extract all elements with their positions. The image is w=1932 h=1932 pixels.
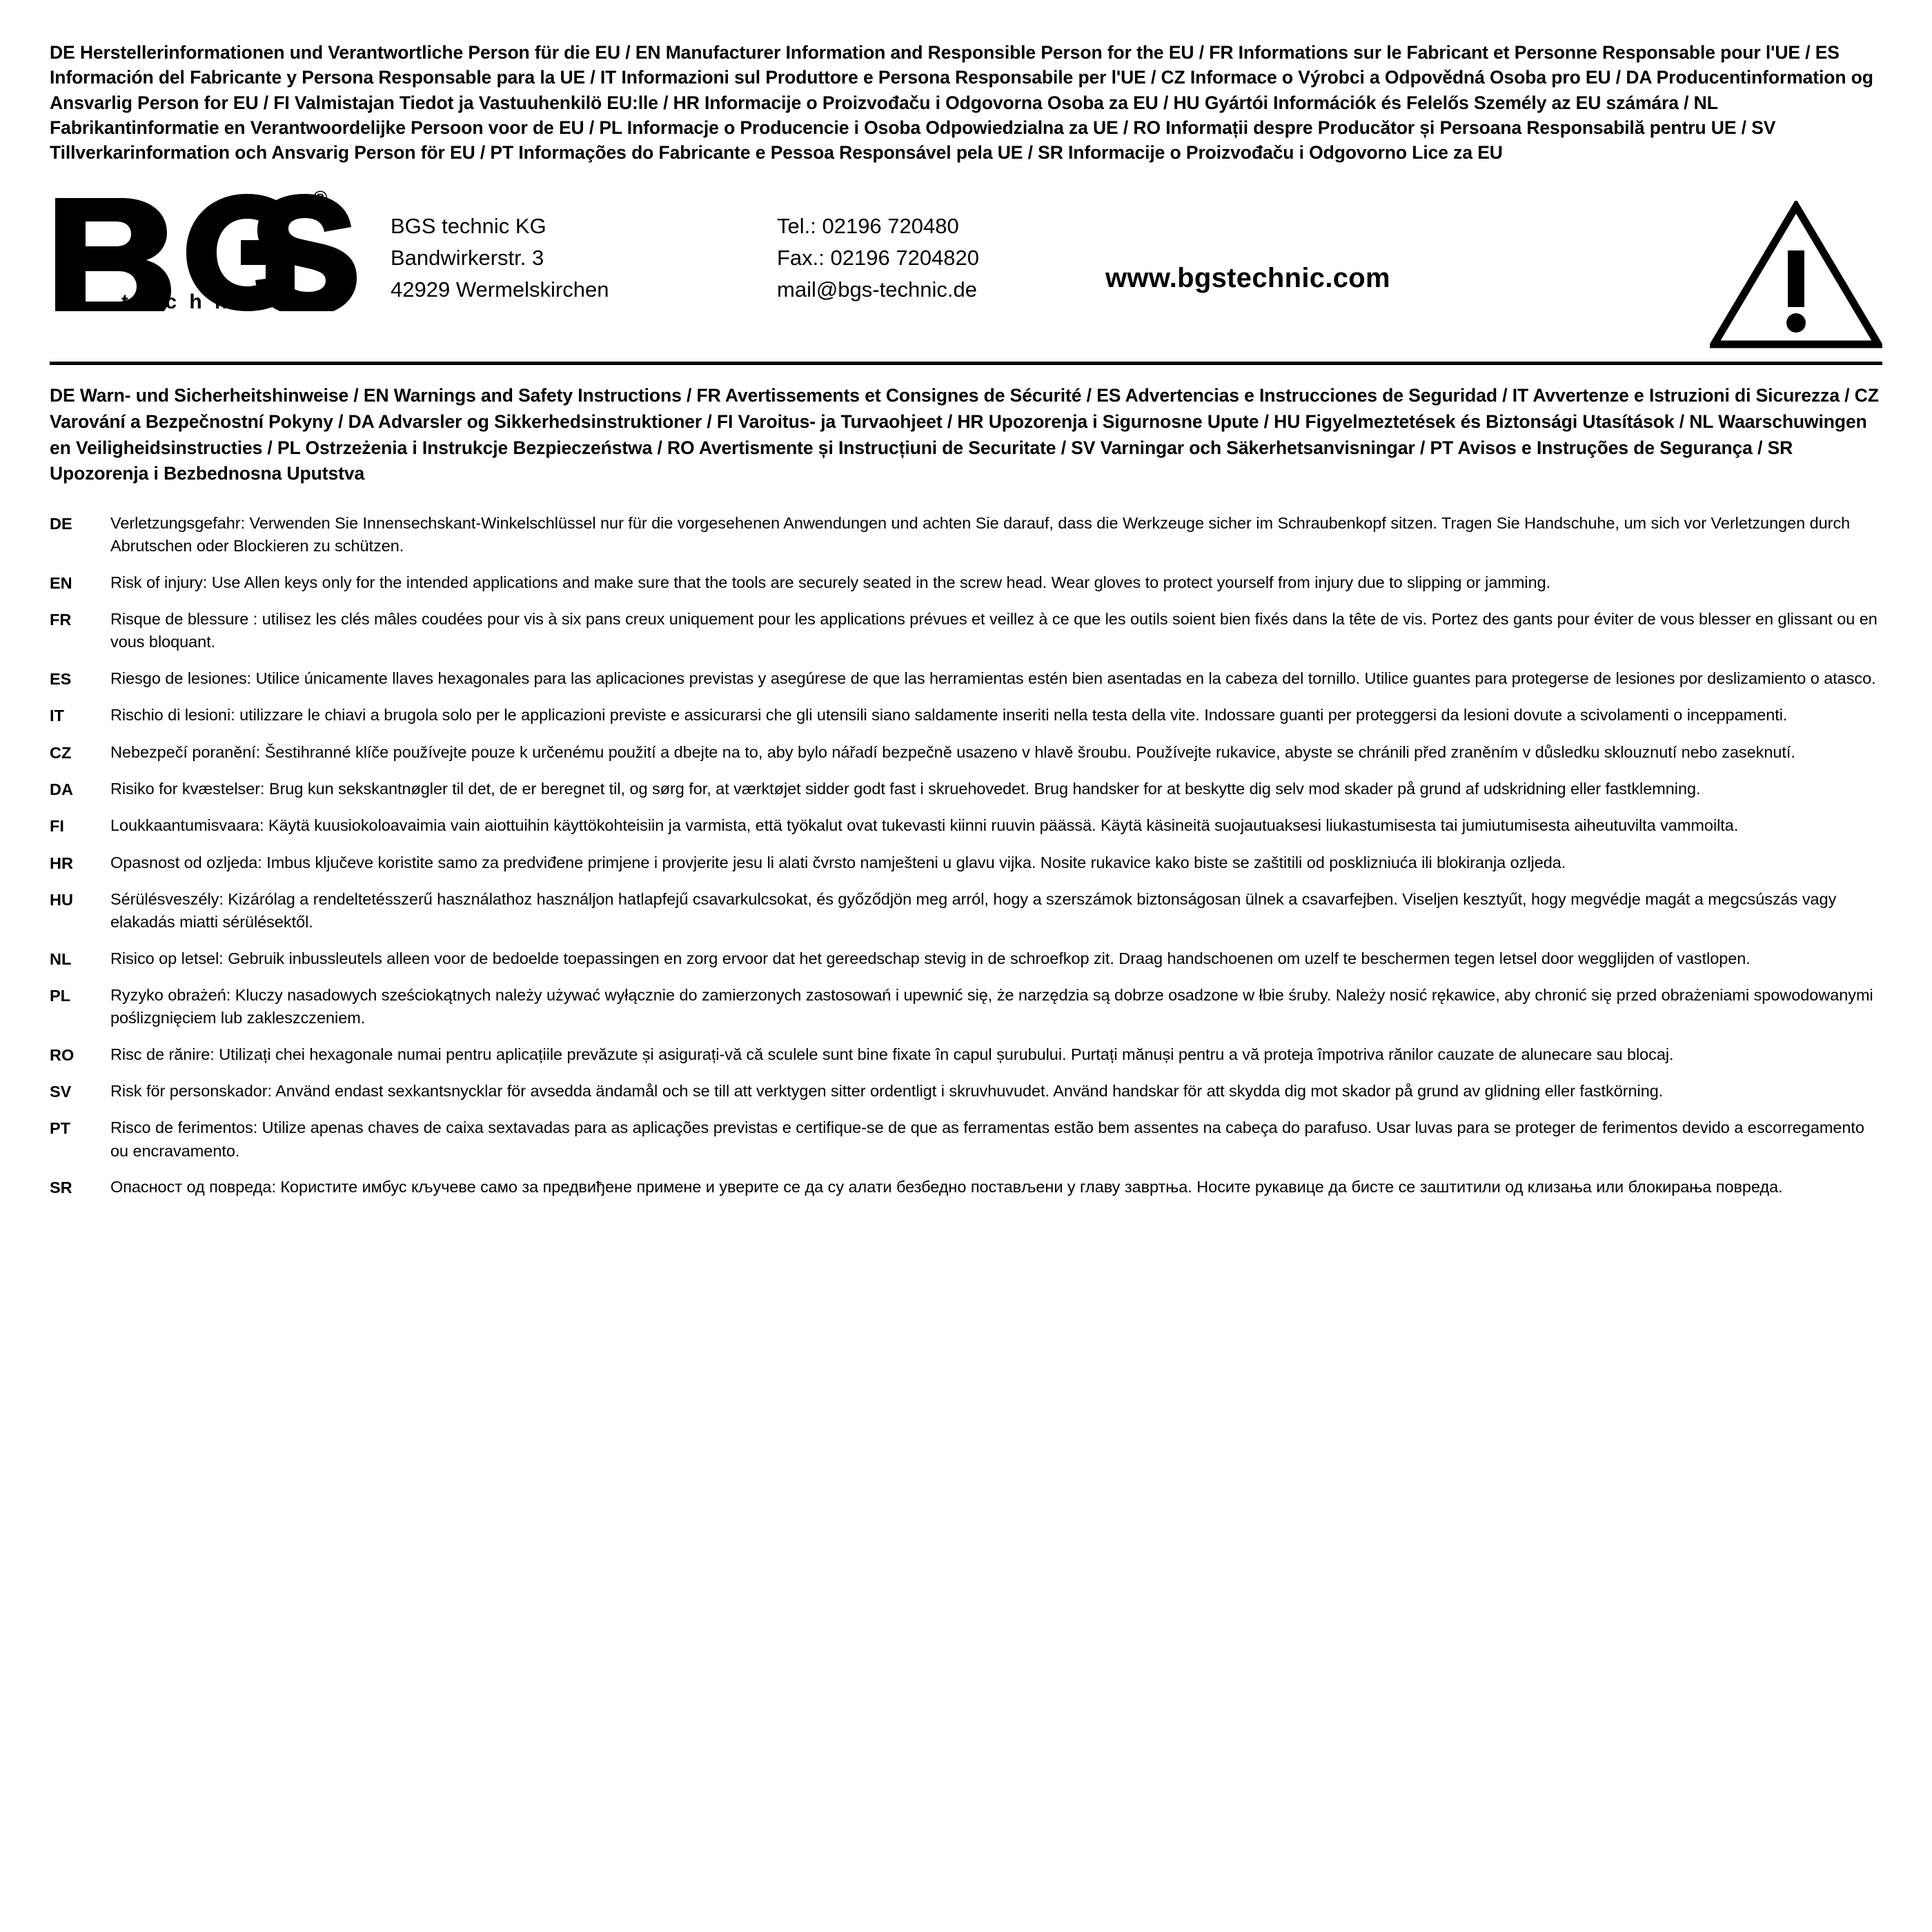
language-text: Riesgo de lesiones: Utilice únicamente llaves hexagonales para las aplicaciones previstas y asegúrese de que las herramientas estén bien asentadas en la cabeza del tornillo. Utilice guantes para protegerse de lesiones por deslizamiento o atasco. bbox=[110, 669, 1876, 687]
language-text: Risiko for kvæstelser: Brug kun sekskantnøgler til det, de er beregnet til, og sørg for, at værktøjet sidder godt fast i skruehovedet. Brug handsker for at beskytte dig selv mod skader på grund af udskridning eller fastklemning. bbox=[110, 779, 1701, 798]
registered-trademark-icon: ® bbox=[313, 187, 328, 209]
list-item bbox=[50, 1080, 1882, 1103]
language-text: Risico op letsel: Gebruik inbussleutels alleen voor de bedoelde toepassingen en zorg ervoor dat het gereedschap stevig in de schroefkop zit. Draag handschoenen om uzelf te beschermen tegen letsel door wegglijden of vastlopen. bbox=[110, 949, 1751, 967]
company-header bbox=[50, 186, 1882, 365]
language-text: Rischio di lesioni: utilizzare le chiavi a brugola solo per le applicazioni previste e assicurarsi che gli utensili siano saldamente inseriti nella testa della vite. Indossare guanti per proteggersi da lesioni dovute a scivolamenti o inceppamenti. bbox=[110, 706, 1788, 724]
language-text: Risque de blessure : utilisez les clés mâles coudées pour vis à six pans creux uniquement pour les applications prévues et veillez à ce que les outils soient bien fixés dans la tête de vis. Portez des gants pour éviter de vous blesser en glissant ou en vous bloquant. bbox=[110, 610, 1877, 651]
language-text: Opasnost od ozljeda: Imbus ključeve koristite samo za predviđene primjene i provjerite jesu li alati čvrsto namješteni u glavu vijka. Nosite rukavice kako biste se zaštitili od posklizniuća ili blokiranja ozljeda. bbox=[110, 853, 1566, 871]
list-item bbox=[50, 1116, 1882, 1163]
instructions-list bbox=[50, 512, 1882, 1200]
company-fax: Fax.: 02196 7204820 bbox=[777, 246, 980, 270]
language-code: HR bbox=[50, 854, 73, 872]
company-street: Bandwirkerstr. 3 bbox=[391, 246, 544, 270]
language-text: Nebezpečí poranění: Šestihranné klíče používejte pouze k určenému použití a dbejte na to, aby bylo nářadí bezpečně usazeno v hlavě šroubu. Používejte rukavice, abyste se chránili před zraněním v důsledku sklouznutí nebo zaseknutí. bbox=[110, 742, 1795, 761]
company-contact bbox=[777, 186, 1081, 305]
company-website[interactable]: www.bgstechnic.com bbox=[1105, 263, 1390, 294]
list-item bbox=[50, 704, 1882, 727]
language-code: NL bbox=[50, 949, 72, 968]
company-name: BGS technic KG bbox=[391, 214, 546, 239]
company-tel: Tel.: 02196 720480 bbox=[777, 214, 959, 239]
language-text: Risk för personskador: Använd endast sexkantsnycklar för avsedda ändamål och se till att verktygen sitter ordentligt i skruvhuvudet. Använd handskar för att skydda dig mot skador på grund av glidning eller fastkörning. bbox=[110, 1082, 1664, 1101]
list-item bbox=[50, 667, 1882, 691]
bgs-logo bbox=[50, 186, 374, 314]
list-item bbox=[50, 1043, 1882, 1067]
list-item bbox=[50, 608, 1882, 654]
company-address bbox=[391, 186, 777, 305]
language-code: PL bbox=[50, 987, 71, 1005]
language-text: Risk of injury: Use Allen keys only for the intended applications and make sure that the tools are securely seated in the screw head. Wear gloves to protect yourself from injury due to slipping or jamming. bbox=[110, 573, 1551, 591]
language-code: DE bbox=[50, 514, 72, 533]
language-text: Verletzungsgefahr: Verwenden Sie Innensechskant-Winkelschlüssel nur für die vorgesehenen Anwendungen und achten Sie darauf, dass die Werkzeuge sicher im Schraubenkopf sitzen. Tragen Sie Handschuhe, um sich vor Verletzungen durch Abrutschen oder Blockieren zu schützen. bbox=[110, 513, 1851, 555]
language-code: EN bbox=[50, 573, 72, 592]
list-item bbox=[50, 851, 1882, 875]
warning-triangle-icon bbox=[1710, 186, 1882, 349]
list-item bbox=[50, 947, 1882, 971]
warnings-heading: DE Warn- und Sicherheitshinweise / EN Warnings and Safety Instructions / FR Avertissements et Consignes de Sécurité / ES Advertencias e Instrucciones de Seguridad / IT Avvertenze e Istruzioni di Sicurezza / CZ Varování a Bezpečnostní Pokyny / DA Advarsler og Sikkerhedsinstruktioner / FI Varoitus- ja Turvaohjeet / HR Upozorenja i Sigurnosne Upute / HU Figyelmeztetések és Biztonsági Utasítások / NL Waarschuwingen en Veiligheidsinstructies / PL Ostrzeżenia i Instrukcje Bezpieczeństwa / RO Avertismente și Instrucțiuni de Securitate / SV Varningar och Säkerhetsanvisningar / PT Avisos e Instruções de Segurança / SR Upozorenja i Bezbednosna Uputstva bbox=[50, 385, 1879, 484]
language-text: Опасност од повреда: Користите имбус кључеве само за предвиђене примене и уверите се да су алати безбедно постављени у главу завртња. Носите рукавице да бисте се заштитили од клизања или блокирања повреда. bbox=[110, 1178, 1783, 1196]
language-text: Risco de ferimentos: Utilize apenas chaves de caixa sextavadas para as aplicações previstas e certifique-se de que as ferramentas estão bem assentes na cabeça do parafuso. Usar luvas para se proteger de ferimentos devido a escorregamento ou encravamento. bbox=[110, 1118, 1864, 1160]
language-code: HU bbox=[50, 890, 73, 909]
language-text: Ryzyko obrażeń: Kluczy nasadowych sześciokątnych należy używać wyłącznie do zamierzonych zastosowań i upewnić się, że narzędzia są dobrze osadzone w łbie śruby. Należy nosić rękawice, aby chronić się przed obrażeniami spowodowanymi poślizgnięciem lub zakleszczeniem. bbox=[110, 986, 1873, 1027]
logo-subtitle: t e c h n i c bbox=[121, 290, 274, 314]
list-item bbox=[50, 1176, 1882, 1199]
language-code: ES bbox=[50, 669, 72, 688]
language-code: FI bbox=[50, 817, 64, 836]
list-item bbox=[50, 571, 1882, 595]
list-item bbox=[50, 814, 1882, 838]
language-code: RO bbox=[50, 1045, 75, 1064]
list-item bbox=[50, 888, 1882, 934]
language-text: Sérülésveszély: Kizárólag a rendeltetésszerű használathoz használjon hatlapfejű csavarkulcsokat, és győződjön meg arról, hogy a szerszámok biztonságosan ülnek a csavarfejben. Viseljen kesztyűt, hogy megvédje magát a megcsúszás vagy elakadás miatti sérülésektől. bbox=[110, 889, 1837, 931]
language-code: PT bbox=[50, 1119, 71, 1138]
language-code: SV bbox=[50, 1083, 72, 1101]
language-code: CZ bbox=[50, 743, 72, 762]
language-code: IT bbox=[50, 707, 64, 725]
language-code: DA bbox=[50, 780, 73, 798]
list-item bbox=[50, 512, 1882, 558]
language-text: Risc de rănire: Utilizați chei hexagonale numai pentru aplicațiile prevăzute și asigurați-vă că sculele sunt bine fixate în capul șurubului. Purtați mănuși pentru a vă proteja împotriva rănilor cauzate de alunecare sau blocaj. bbox=[110, 1045, 1674, 1063]
language-code: FR bbox=[50, 611, 72, 629]
list-item bbox=[50, 778, 1882, 801]
list-item bbox=[50, 741, 1882, 765]
company-city: 42929 Wermelskirchen bbox=[391, 277, 609, 302]
language-code: SR bbox=[50, 1179, 72, 1197]
list-item bbox=[50, 984, 1882, 1030]
page-title: DE Herstellerinformationen und Verantwortliche Person für die EU / EN Manufacturer Information and Responsible Person for the EU / FR Informations sur le Fabricant et Personne Responsable pour l'UE / ES Información del Fabricante y Persona Responsable para la UE / IT Informazioni sul Produttore e Persona Responsabile per l'UE / CZ Informace o Výrobci a Odpovědná Osoba pro EU / DA Producentinformation og Ansvarlig Person for EU / FI Valmistajan Tiedot ja Vastuuhenkilö EU:lle / HR Informacije o Proizvođaču i Odgovorna Osoba za EU / HU Gyártói Információk és Felelős Személy az EU számára / NL Fabrikantinformatie en Verantwoordelijke Persoon voor de EU / PL Informacje o Producencie i Osoba Odpowiedzialna za UE / RO Informații despre Producător și Persoana Responsabilă pentru UE / SV Tillverkarinformation och Ansvarig Person för EU / PT Informações do Fabricante e Pessoa Responsável pela UE / SR Informacije o Proizvođaču i Odgovorno Lice za EU bbox=[50, 42, 1873, 164]
company-email[interactable]: mail@bgs-technic.de bbox=[777, 277, 977, 302]
language-text: Loukkaantumisvaara: Käytä kuusiokoloavaimia vain aiottuihin käyttökohteisiin ja varmista, että työkalut ovat tukevasti kiinni ruuvin päässä. Käytä käsineitä suojautuaksesi liukastumisesta tai jumiutumisesta aiheutuvilta vammoilta. bbox=[110, 816, 1739, 835]
